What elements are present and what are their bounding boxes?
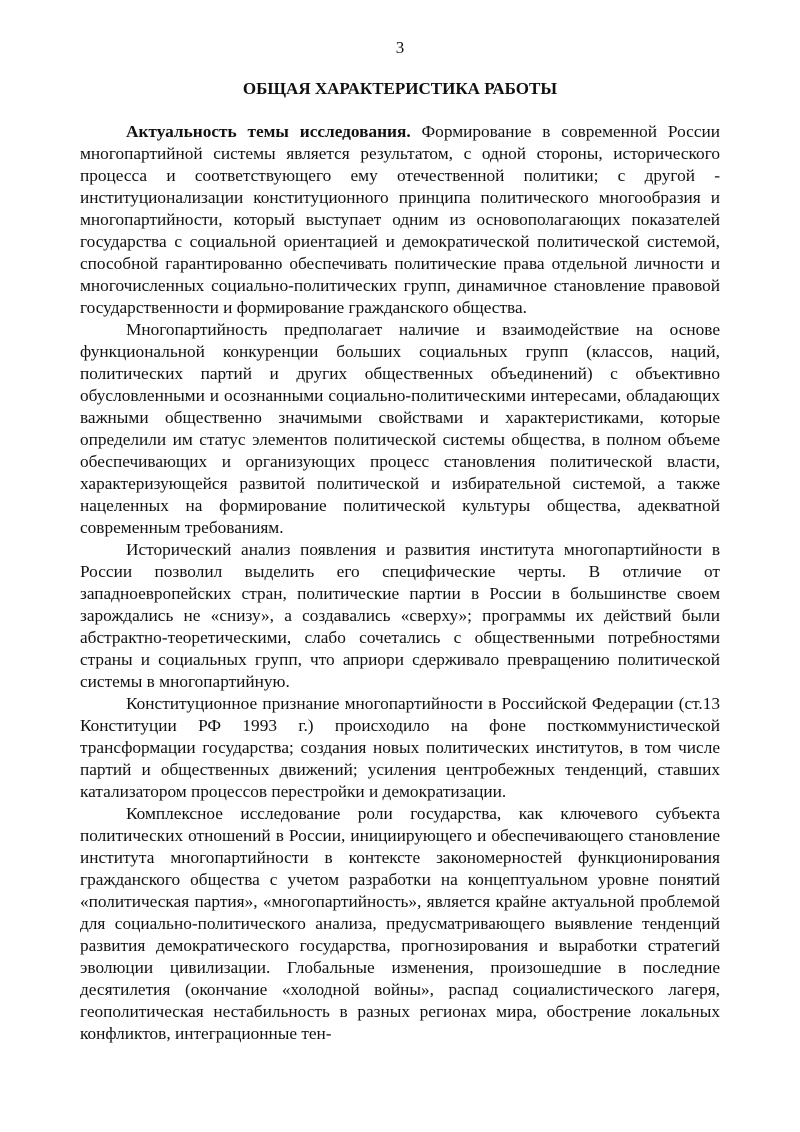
- paragraph-text: Многопартийность предполагает наличие и взаимодействие на основе функциональной конкуренции больших социальных групп (классов, наций, политических партий и других общественных объединений) с объективно обусловленными и осознанными социально-политическими интересами, обладающих важными общественно значимыми свойствами и характеристиками, которые определили им статус элементов политической системы общества, в полном объеме обеспечивающих и организующих процесс становления политической власти, характеризующейся развитой политической и избирательной системой, а также нацеленных на формирование политической культуры общества, адекватной современным требованиям.: [80, 320, 720, 537]
- body-text: [80, 121, 720, 1045]
- paragraph-lead: Актуальность темы исследования.: [126, 122, 411, 141]
- page-number: 3: [395, 38, 405, 57]
- paragraph-text: Конституционное признание многопартийности в Российской Федерации (ст.13 Конституции РФ 1993 г.) происходило на фоне посткоммунистической трансформации государства; создания новых политических институтов, в том числе партий и общественных движений; усиления центробежных тенденций, ставших катализатором процессов перестройки и демократизации.: [80, 694, 720, 801]
- paragraph-5: [80, 803, 720, 1045]
- paragraph-2: [80, 319, 720, 539]
- paragraph-4: [80, 693, 720, 803]
- paragraph-3: [80, 539, 720, 693]
- paragraph-1: [80, 121, 720, 319]
- paragraph-text: Комплексное исследование роли государства, как ключевого субъекта политических отношений в России, инициирующего и обеспечивающего становление института многопартийности в контексте закономерностей функционирования гражданского общества с учетом разработки на концептуальном уровне понятий «политическая партия», «многопартийность», является крайне актуальной проблемой для социально-политического анализа, предусматривающего выявление тенденций развития демократического государства, прогнозирования и выработки стратегий эволюции цивилизации. Глобальные изменения, произошедшие в последние десятилетия (окончание «холодной войны», распад социалистического лагеря, геополитическая нестабильность в разных регионах мира, обострение локальных конфликтов, интеграционные тен-: [80, 804, 720, 1043]
- section-title: ОБЩАЯ ХАРАКТЕРИСТИКА РАБОТЫ: [242, 79, 558, 98]
- paragraph-text: Формирование в современной России многопартийной системы является результатом, с одной стороны, исторического процесса и соответствующего ему отечественной политики; с другой - институционализации конституционного принципа политического многообразия и многопартийности, который выступает одним из основополагающих показателей государства с социальной ориентацией и демократической политической системой, способной гарантированно обеспечивать политические права отдельной личности и многочисленных социально-политических групп, динамичное становление правовой государственности и формирование гражданского общества.: [80, 122, 720, 317]
- paragraph-text: Исторический анализ появления и развития института многопартийности в России позволил выделить его специфические черты. В отличие от западноевропейских стран, политические партии в России в большинстве своем зарождались не «снизу», а создавались «сверху»; программы их действий были абстрактно-теоретическими, слабо сочетались с общественными потребностями страны и социальных групп, что априори сдерживало превращению политической системы в многопартийную.: [80, 540, 720, 691]
